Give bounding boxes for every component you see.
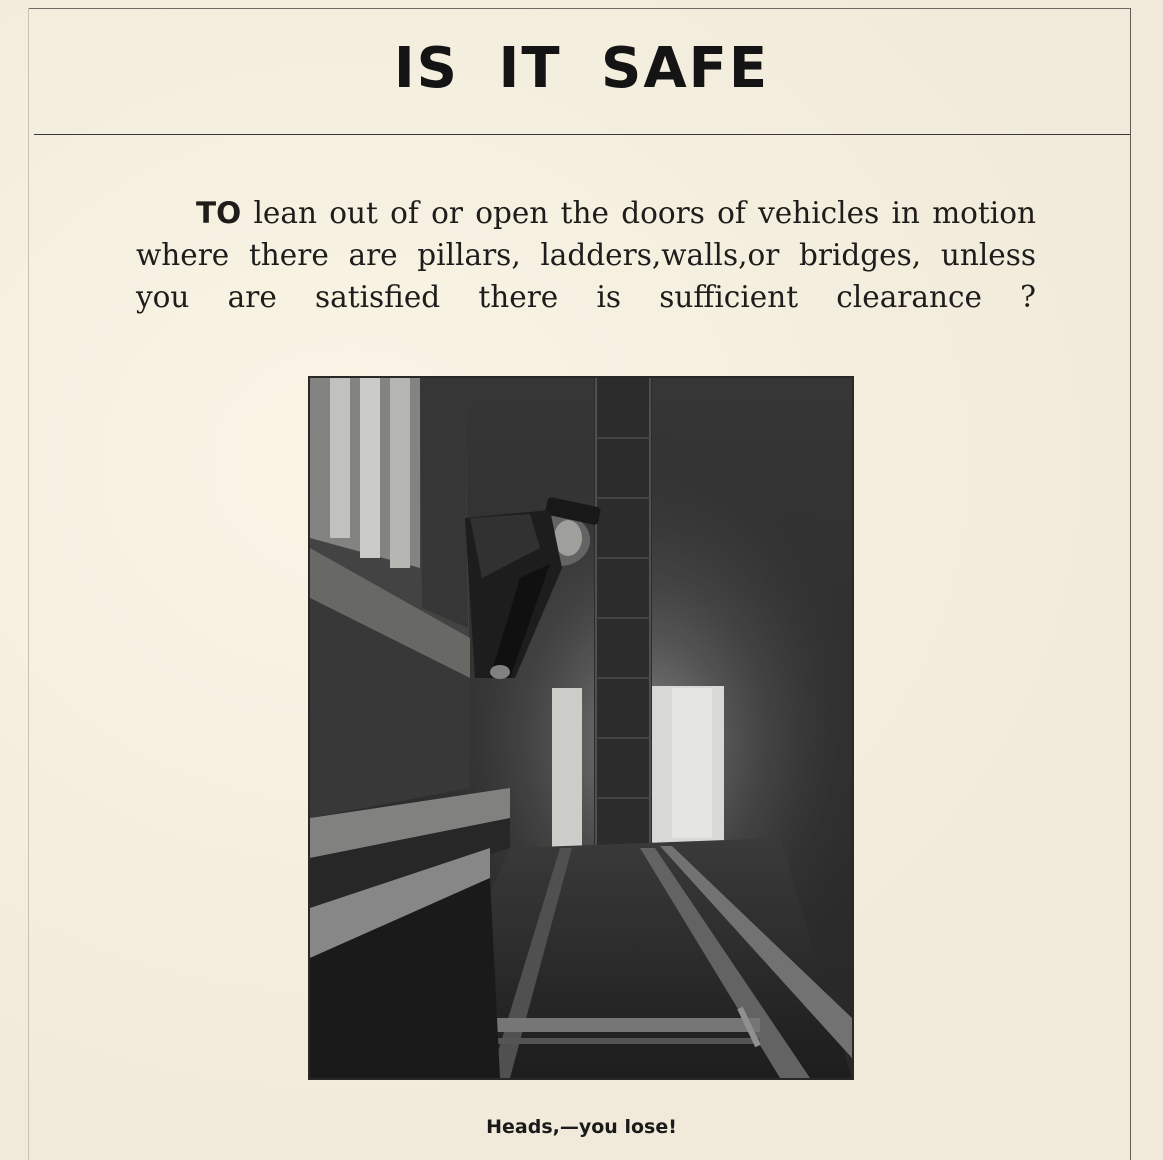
top-border-rule — [28, 8, 1130, 9]
railway-tunnel-photo — [308, 376, 854, 1080]
title-divider — [34, 134, 1130, 135]
photo-illustration — [310, 378, 852, 1078]
right-border-rule — [1130, 8, 1131, 1160]
page-title: IS IT SAFE — [393, 36, 770, 101]
paragraph-lead-word: TO — [196, 196, 242, 230]
left-border-rule — [28, 8, 29, 1160]
photo-caption: Heads,—you lose! — [486, 1116, 677, 1138]
safety-question-paragraph — [136, 192, 1036, 318]
paragraph-body: lean out of or open the doors of vehicles in motion where there are pillars, ladders,walls,or bridges, unless you are satisfied there is sufficient clearance ? — [136, 196, 1036, 314]
